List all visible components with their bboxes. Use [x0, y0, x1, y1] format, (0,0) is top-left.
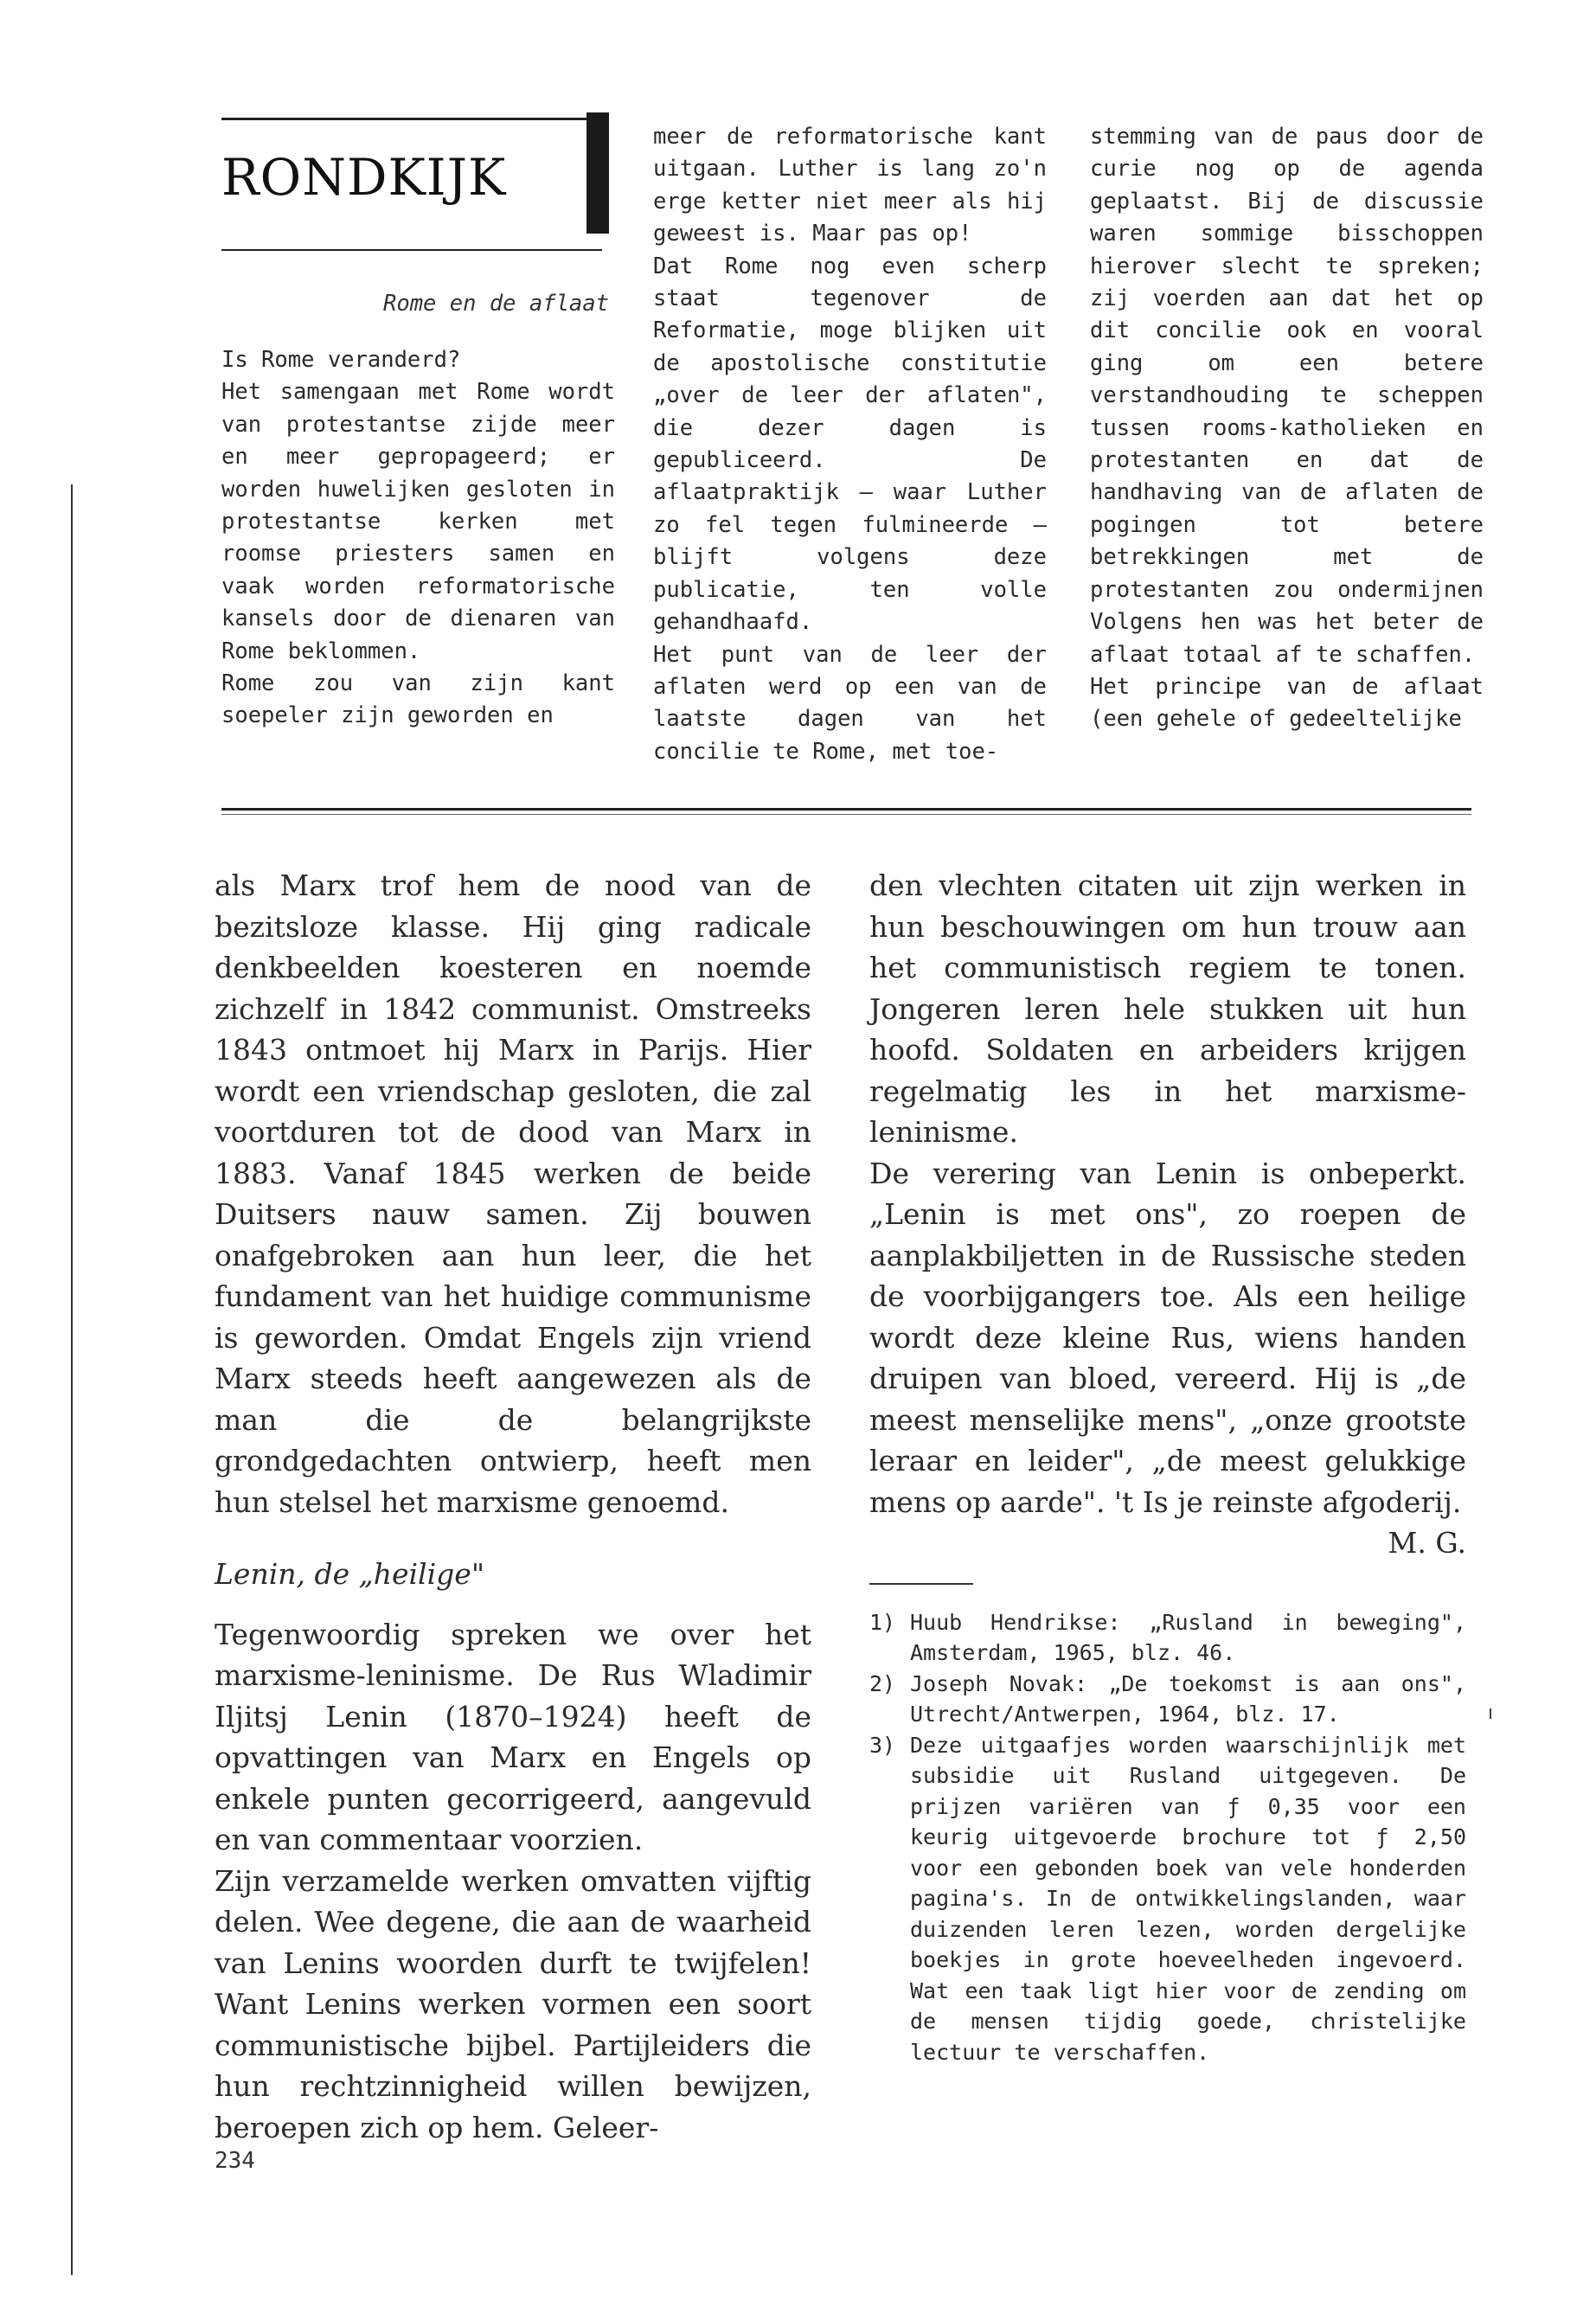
- footnote: [869, 1607, 1466, 1669]
- paragraph: als Marx trof hem de nood van de bezitsloze klasse. Hij ging radicale denkbeelden koesteren en noemde zichzelf in 1842 communist. Omstreeks 1843 ontmoet hij Marx in Parijs. Hier wordt een vriendschap gesloten, die zal voortduren tot de dood van Marx in 1883. Vanaf 1845 werken de beide Duitsers nauw samen. Zij bouwen onafgebroken aan hun leer, die het fundament van het huidige communisme is geworden. Omdat Engels zijn vriend Marx steeds heeft aangewezen als de man die de belangrijkste grondgedachten ontwierp, heeft men hun stelsel het marxisme genoemd.: [215, 868, 811, 1519]
- paragraph: De verering van Lenin is onbeperkt. „Lenin is met ons", zo roepen de aanplakbiljetten in de Russische steden de voorbijgangers toe. Als een heilige wordt deze kleine Rus, wiens handen druipen van bloed, vereerd. Hij is „de meest menselijke mens", „onze grootste leraar en leider", „de meest gelukkige mens op aarde". 't Is je reinste afgoderij.: [869, 1156, 1466, 1519]
- author-signature: M. G.: [1388, 1526, 1466, 1560]
- lenin-heading: Lenin, de „heilige": [215, 1557, 485, 1591]
- paragraph: Het principe van de aflaat (een gehele of gedeeltelijke: [1090, 673, 1484, 733]
- rome-subheading: Rome en de aflaat: [383, 291, 609, 317]
- paragraph: Het samengaan met Rome wordt van protestantse zijde meer en meer gepropageerd; er worden huwelijken gesloten in protestantse kerken met roomse priesters samen en vaak worden reformatorische kansels door de dienaren van Rome beklommen.: [221, 379, 615, 664]
- lower-right-column: [869, 865, 1466, 2067]
- header-side-bar: [586, 112, 609, 234]
- paragraph: stemming van de paus door de curie nog op de agenda geplaatst. Bij de discussie waren sommige bisschoppen hierover slecht te spreken; zij voerden aan dat het op dit concilie ook en vooral ging om een betere verstandhouding te scheppen tussen rooms-katholieken en protestanten en dat de handhaving van de aflaten de pogingen tot betere betrekkingen met de protestanten zou ondermijnen Volgens hen was het beter de aflaat totaal af te schaffen.: [1090, 124, 1484, 668]
- paragraph: Dat Rome nog even scherp staat tegenover de Reformatie, moge blijken uit de apostolische constitutie „over de leer der aflaten", die dezer dagen is gepubliceerd. De aflaatpraktijk — waar Luther zo fel tegen fulmineerde — blijft volgens deze publicatie, ten volle gehandhaafd.: [653, 253, 1047, 636]
- left-margin-rule: [71, 484, 73, 2275]
- paragraph: meer de reformatorische kant uitgaan. Luther is lang zo'n erge ketter niet meer als hij geweest is. Maar pas op!: [653, 124, 1047, 247]
- paragraph: Zijn verzamelde werken omvatten vijftig delen. Wee degene, die aan de waarheid van Lenins woorden durft te twijfelen! Want Lenins werken vormen een soort communistische bijbel. Partijleiders die hun rechtzinnigheid willen bewijzen, beroepen zich op hem. Geleer-: [215, 1863, 811, 2144]
- footnote: [869, 1730, 1466, 2068]
- page-number: 234: [215, 2148, 255, 2174]
- section-divider: [221, 808, 1471, 811]
- header-bottom-rule: [221, 249, 602, 251]
- paragraph: den vlechten citaten uit zijn werken in hun beschouwingen om hun trouw aan het communistisch regiem te tonen. Jongeren leren hele stukken uit hun hoofd. Soldaten en arbeiders krijgen regelmatig les in het marxisme-leninisme.: [869, 868, 1466, 1149]
- lower-left-column: [215, 865, 811, 2148]
- section-title: RONDKIJK: [221, 148, 507, 207]
- paragraph: Rome zou van zijn kant soepeler zijn geworden en: [221, 670, 615, 729]
- margin-mark: [1490, 1708, 1491, 1719]
- top-column-2: [653, 121, 1047, 768]
- footnote-text: Joseph Novak: „De toekomst is aan ons", Utrecht/Antwerpen, 1964, blz. 17.: [910, 1670, 1466, 1727]
- top-column-1: [221, 284, 615, 733]
- footnote: [869, 1669, 1466, 1730]
- section-divider-thin: [221, 814, 1471, 815]
- paragraph: Tegenwoordig spreken we over het marxisme-leninisme. De Rus Wladimir Iljitsj Lenin (1870–1924) heeft de opvattingen van Marx en Engels op enkele punten gecorrigeerd, aangevuld en van commentaar voorzien.: [215, 1617, 811, 1856]
- footnote-number: 3): [869, 1732, 896, 1758]
- paragraph: Is Rome veranderd?: [221, 347, 461, 373]
- top-column-3: [1090, 121, 1484, 736]
- footnotes: [869, 1607, 1466, 2068]
- header-top-rule: [221, 118, 607, 120]
- paragraph: Het punt van de leer der aflaten werd op een van de laatste dagen van het concilie te Rome, met toe-: [653, 641, 1047, 765]
- footnote-text: Deze uitgaafjes worden waarschijnlijk met subsidie uit Rusland uitgegeven. De prijzen variëren van ƒ 0,35 voor een keurig uitgevoerde brochure tot ƒ 2,50 voor een gebonden boek van vele honderden pagina's. In de ontwikkelingslanden, waar duizenden leren lezen, worden dergelijke boekjes in grote hoeveelheden ingevoerd. Wat een taak ligt hier voor de zending om de mensen tijdig goede, christelijke lectuur te verschaffen.: [910, 1732, 1466, 2065]
- footnote-rule: [869, 1583, 973, 1585]
- footnote-number: 2): [869, 1670, 896, 1696]
- footnote-text: Huub Hendrikse: „Rusland in beweging", Amsterdam, 1965, blz. 46.: [910, 1609, 1466, 1665]
- footnote-number: 1): [869, 1609, 896, 1635]
